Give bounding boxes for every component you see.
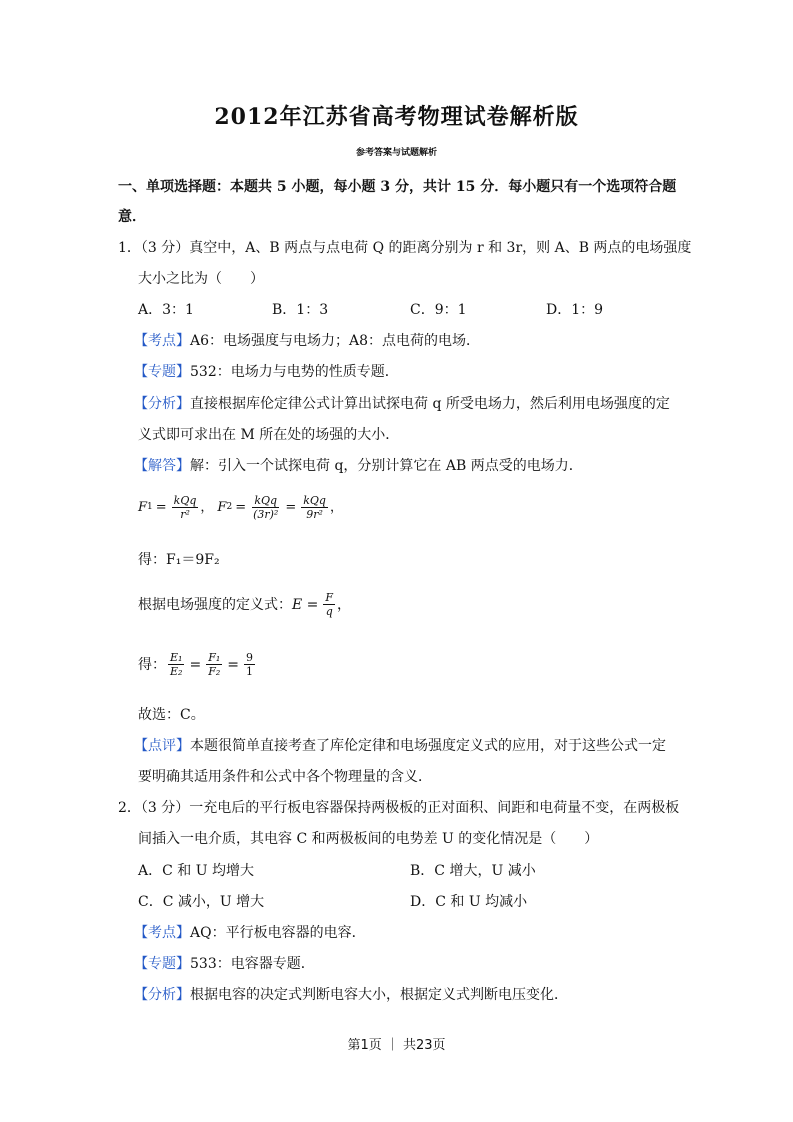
dianping-text: 本题很简单直接考查了库伦定律和电场强度定义式的应用，对于这些公式一定 [190, 738, 666, 754]
kaodian-text: A6：电场强度与电场力；A8：点电荷的电场． [190, 333, 481, 349]
fenxi-tag: 【分析】 [134, 396, 190, 412]
fraction: $\frac{F}{q}$ [325, 591, 334, 618]
jieda-text: 解：引入一个试探电荷 q，分别计算它在 AB 两点受的电场力． [190, 458, 583, 474]
q1-ratio: 得： $\frac{\text{E₁}}{\text{E₂}}$ = $\frac{\text{F₁}}{\text{F₂}}$ = $\frac{9}{1}$ [138, 651, 253, 678]
section-heading: 一、单项选择题：本题共 5 小题，每小题 3 分，共计 15 分．每小题只有一个选项符合题 [118, 179, 677, 195]
zhuanti-tag: 【专题】 [134, 364, 190, 380]
page-footer: 第1页 ｜ 共23页 [347, 1038, 446, 1053]
fraction: $\frac{\text{F₁}}{\text{F₂}}$ [208, 651, 221, 678]
page-title: 2012年江苏省高考物理试卷解析版 [214, 104, 579, 130]
q1-dianping [134, 739, 666, 753]
fraction: $\frac{\text{kQq}}{\text{r²}}$ [173, 494, 197, 521]
q2-option-d: D．C 和 U 均减小 [410, 894, 528, 910]
q1-option-a: A．3：1 [138, 302, 194, 318]
q1-fenxi [134, 397, 670, 411]
zhuanti-text: 533：电容器专题． [190, 956, 315, 972]
q2-zhuanti [134, 957, 315, 971]
q1-dianping-cont: 要明确其适用条件和公式中各个物理量的含义． [138, 769, 432, 785]
q1-equation-forces: F 1 = $\frac{\text{kQq}}{\text{r²}}$ ， F 2 = $\frac{\text{kQq}}{\text{(3r)²}}$ = $\frac{\text{kQq}}{\text{9r²}}$ ， [138, 494, 343, 521]
q2-stem-cont: 间插入一电介质，其电容 C 和两极板间的电势差 U 的变化情况是（ ） [138, 831, 599, 847]
kaodian-tag: 【考点】 [134, 925, 190, 941]
q2-fenxi [134, 988, 568, 1002]
q1-stem: 1．（3 分）真空中，A、B 两点与点电荷 Q 的距离分别为 r 和 3r，则 A、B 两点的电场强度 [118, 240, 692, 256]
q1-option-d: D．1：9 [546, 302, 604, 318]
zhuanti-tag: 【专题】 [134, 956, 190, 972]
q1-jieda [134, 459, 583, 473]
q2-option-a: A．C 和 U 均增大 [138, 863, 254, 879]
zhuanti-text: 532：电场力与电势的性质专题． [190, 364, 399, 380]
fraction: $\frac{9}{1}$ [245, 651, 253, 678]
q1-definition: 根据电场强度的定义式： E = $\frac{F}{q}$ ， [138, 591, 352, 618]
q1-kaodian [134, 334, 480, 348]
kaodian-tag: 【考点】 [134, 333, 190, 349]
q1-option-c: C．9：1 [410, 302, 467, 318]
jieda-tag: 【解答】 [134, 458, 190, 474]
q2-kaodian [134, 926, 366, 940]
fenxi-tag: 【分析】 [134, 987, 190, 1003]
fraction: $\frac{\text{kQq}}{\text{9r²}}$ [303, 494, 326, 521]
fraction: $\frac{\text{kQq}}{\text{(3r)²}}$ [253, 494, 279, 521]
q1-fenxi-cont: 义式即可求出在 M 所在处的场强的大小． [138, 427, 400, 443]
fenxi-text: 直接根据库伦定律公式计算出试探电荷 q 所受电场力，然后利用电场强度的定 [190, 396, 670, 412]
q1-stem-cont: 大小之比为（ ） [138, 271, 264, 287]
q1-option-b: B．1：3 [272, 302, 329, 318]
q1-choice: 故选：C。 [138, 707, 205, 723]
section-heading-cont: 意． [118, 209, 146, 225]
kaodian-text: AQ：平行板电容器的电容． [190, 925, 366, 941]
fenxi-text: 根据电容的决定式判断电容大小，根据定义式判断电压变化． [190, 987, 568, 1003]
fraction: $\frac{\text{E₁}}{\text{E₂}}$ [170, 651, 183, 678]
q2-option-c: C．C 减小，U 增大 [138, 894, 265, 910]
dianping-tag: 【点评】 [134, 738, 190, 754]
q1-result-forces: 得：F₁＝9F₂ [138, 552, 220, 568]
q1-zhuanti [134, 365, 399, 379]
page-subtitle: 参考答案与试题解析 [355, 148, 437, 158]
q2-option-b: B．C 增大，U 减小 [410, 863, 536, 879]
q2-stem: 2．（3 分）一充电后的平行板电容器保持两极板的正对面积、间距和电荷量不变，在两极板 [118, 800, 680, 816]
